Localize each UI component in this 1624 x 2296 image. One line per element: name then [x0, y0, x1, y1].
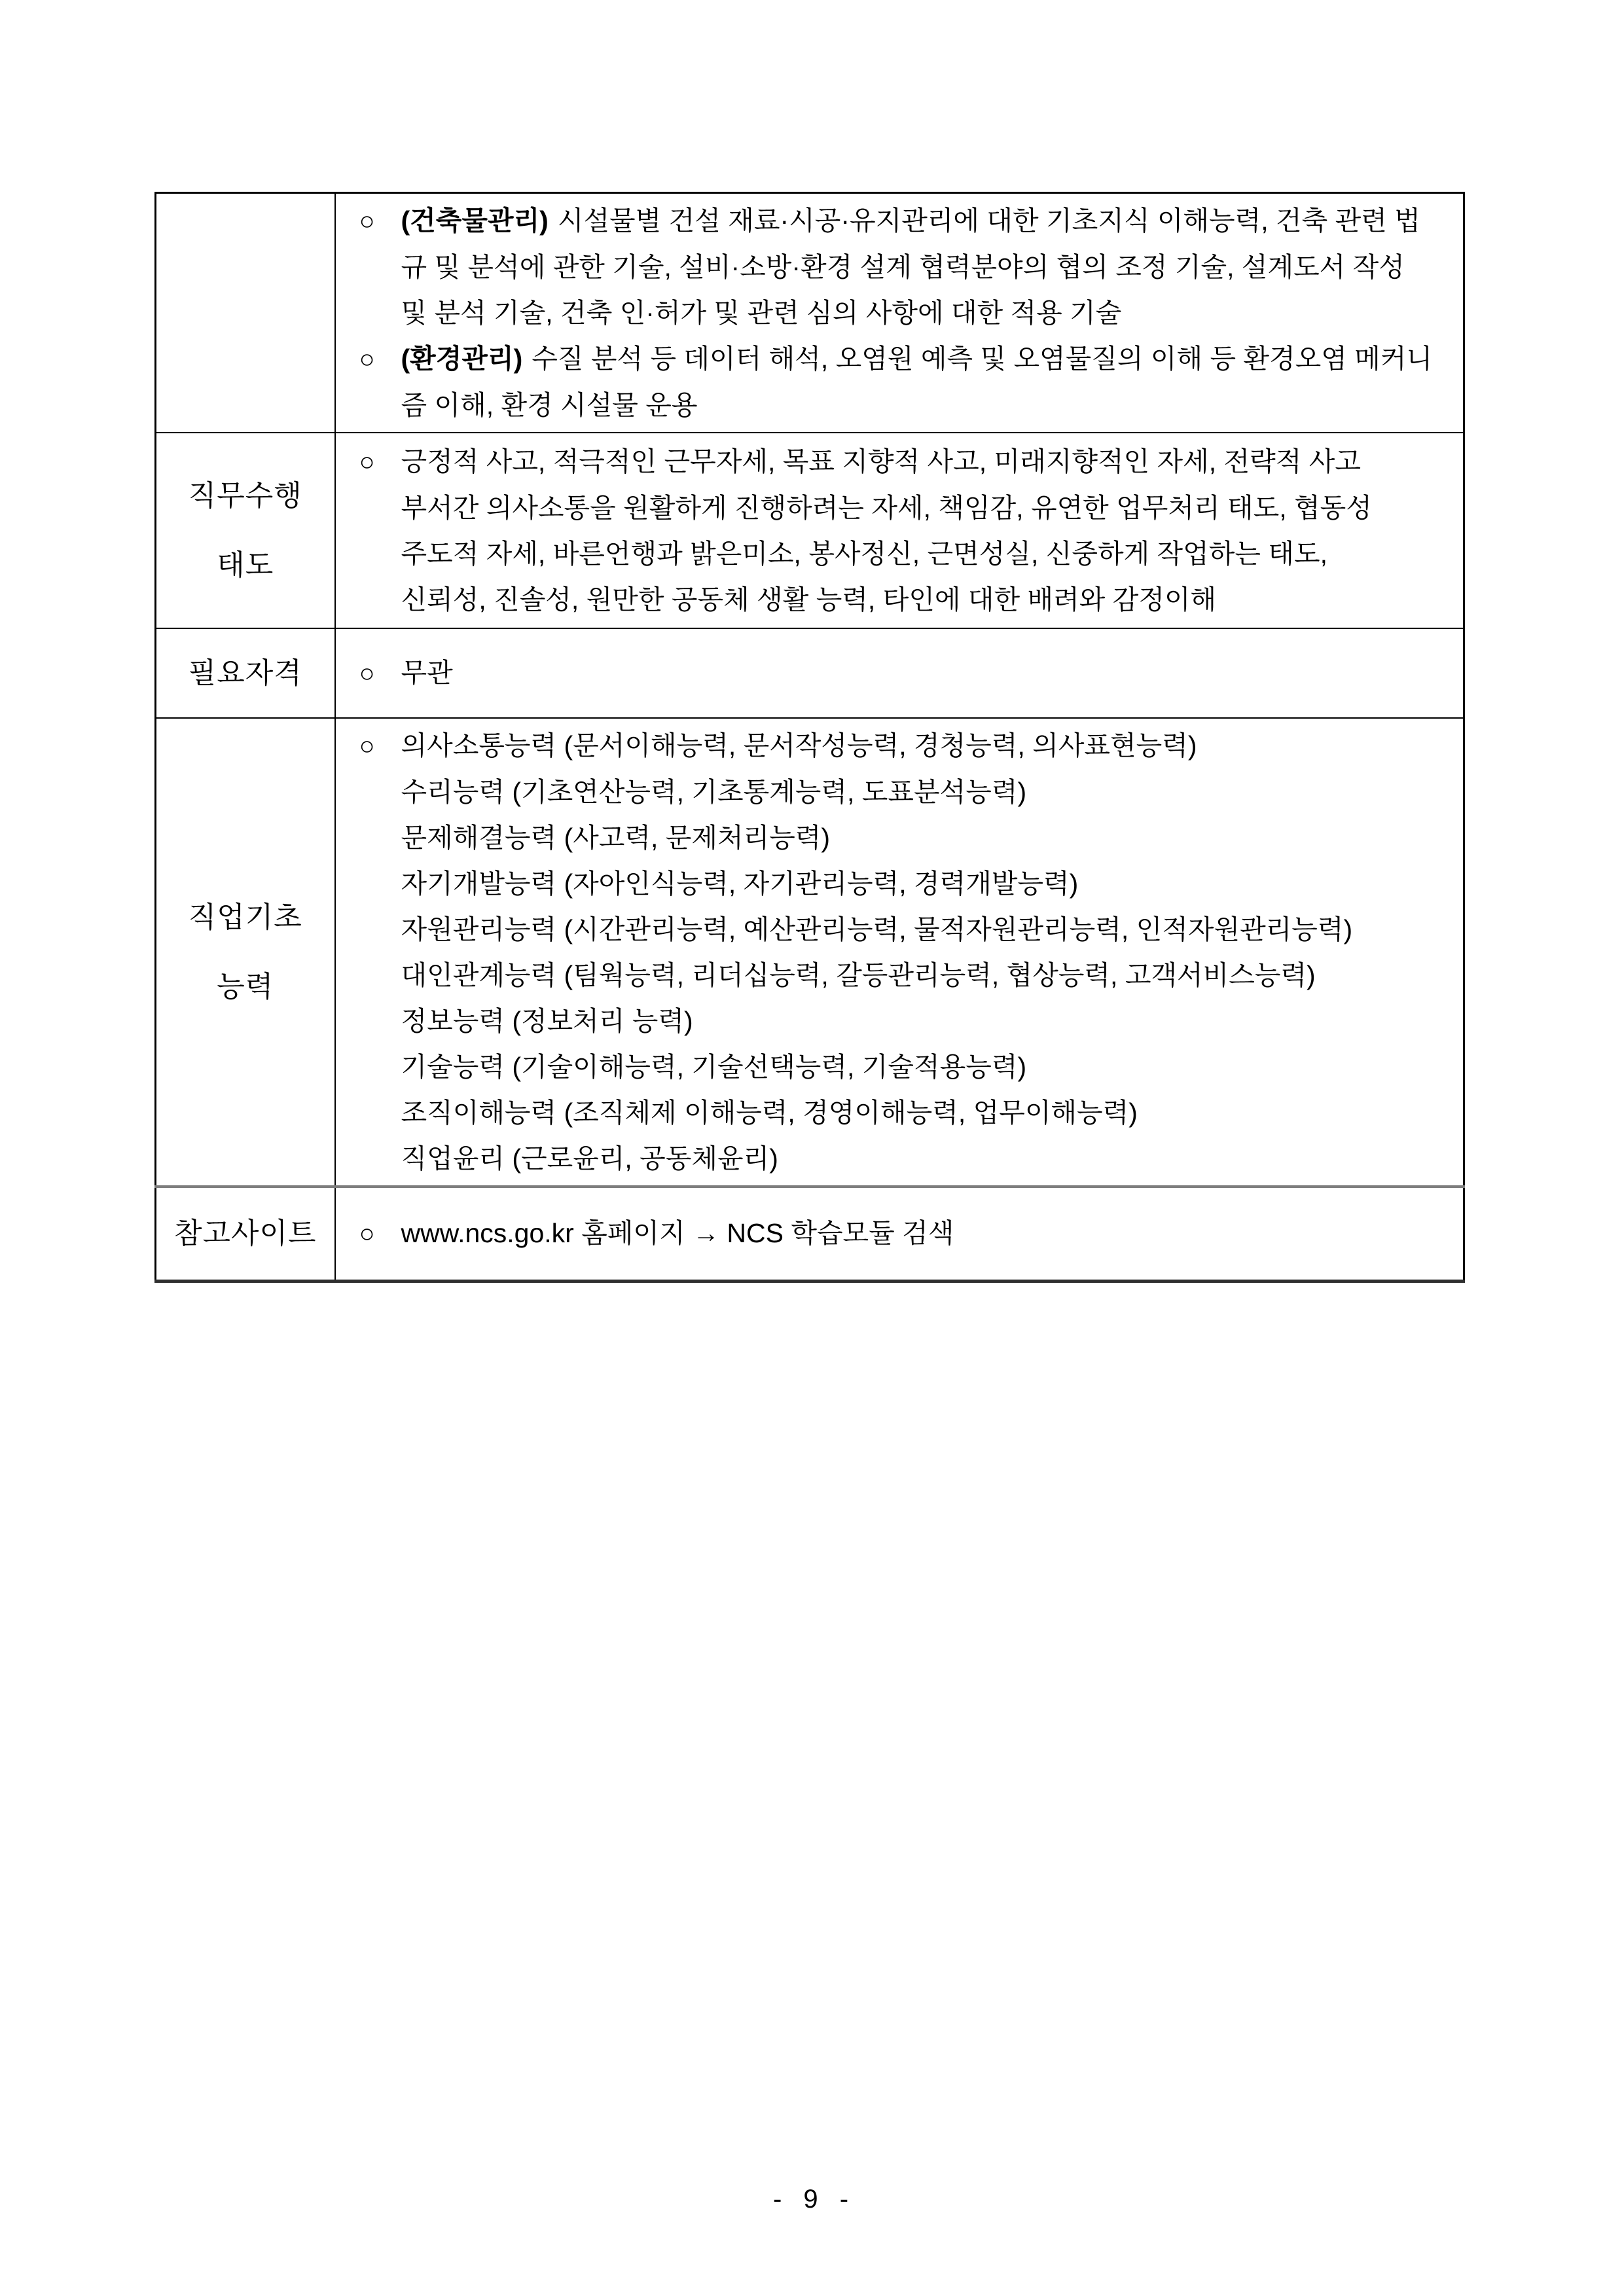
content-line — [336, 290, 1452, 336]
table-row — [156, 193, 1464, 433]
circle-bullet-icon: ○ — [359, 207, 375, 236]
row-header-line: 직업기초 — [188, 901, 302, 933]
row-content-cell — [335, 193, 1464, 433]
page-number: - 9 - — [772, 2185, 852, 2214]
content-line — [336, 952, 1452, 998]
row-header-cell — [156, 433, 335, 628]
content-line-text: 즘 이해, 환경 시설물 운용 — [401, 390, 698, 420]
row-header-cell — [156, 1187, 335, 1281]
content-line — [336, 244, 1452, 290]
content-line-text: 긍정적 사고, 적극적인 근무자세, 목표 지향적 사고, 미래지향적인 자세, 전략적 사고 — [401, 446, 1361, 476]
content-line-text: 정보능력 (정보처리 능력) — [401, 1006, 693, 1036]
row-header-line: 능력 — [217, 970, 274, 1003]
content-line-bold-label: (환경관리) — [401, 344, 523, 374]
row-content — [336, 435, 1464, 626]
content-line-text: www.ncs.go.kr 홈페이지 → NCS 학습모듈 검색 — [401, 1218, 954, 1249]
content-line-text: 및 분석 기술, 건축 인·허가 및 관련 심의 사항에 대한 적용 기술 — [401, 298, 1122, 328]
circle-bullet-icon: ○ — [359, 448, 375, 476]
table-row — [156, 628, 1464, 718]
circle-bullet-icon: ○ — [359, 1219, 375, 1249]
content-line — [336, 577, 1452, 622]
row-header-line: 참고사이트 — [173, 1217, 317, 1249]
row-content — [336, 194, 1464, 432]
circle-bullet-icon: ○ — [359, 345, 375, 374]
row-header-cell — [156, 193, 335, 433]
content-line-text: 대인관계능력 (팀웍능력, 리더십능력, 갈등관리능력, 협상능력, 고객서비스능력) — [401, 960, 1316, 990]
table-row — [156, 1187, 1464, 1281]
content-line — [336, 1210, 1452, 1257]
content-line-text: 주도적 자세, 바른언행과 밝은미소, 봉사정신, 근면성실, 신중하게 작업하는 태도, — [401, 539, 1327, 569]
circle-bullet-icon: ○ — [359, 659, 375, 688]
content-line-text: 기술능력 (기술이해능력, 기술선택능력, 기술적용능력) — [401, 1052, 1027, 1082]
row-content-cell — [335, 1187, 1464, 1281]
content-line — [336, 906, 1452, 952]
content-line-text: 수리능력 (기초연산능력, 기초통계능력, 도표분석능력) — [401, 777, 1027, 807]
content-line — [336, 861, 1452, 906]
content-line — [336, 723, 1452, 769]
content-line-bold-label: (건축물관리) — [401, 206, 549, 236]
content-line-text: 무관 — [401, 658, 453, 688]
content-line-text: 부서간 의사소통을 원활하게 진행하려는 자세, 책임감, 유연한 업무처리 태도, 협동성 — [401, 493, 1372, 523]
content-line-text: 시설물별 건설 재료·시공·유지관리에 대한 기초지식 이해능력, 건축 관련 법 — [557, 206, 1420, 236]
content-line — [336, 650, 1452, 696]
row-header-line: 태도 — [217, 548, 274, 581]
row-content-cell — [335, 433, 1464, 628]
content-line — [336, 198, 1452, 244]
table-row — [156, 718, 1464, 1187]
row-header-line: 필요자격 — [188, 656, 302, 689]
content-line — [336, 1136, 1452, 1181]
content-line-text: 문제해결능력 (사고력, 문제처리능력) — [401, 823, 831, 853]
row-content — [336, 646, 1464, 700]
table-body — [156, 193, 1464, 1282]
content-line — [336, 1090, 1452, 1136]
content-line — [336, 485, 1452, 531]
content-line — [336, 336, 1452, 382]
content-line — [336, 769, 1452, 815]
content-line-text: 수질 분석 등 데이터 해석, 오염원 예측 및 오염물질의 이해 등 환경오염 메커니 — [532, 344, 1433, 374]
content-line-text: 신뢰성, 진솔성, 원만한 공동체 생활 능력, 타인에 대한 배려와 감정이해 — [401, 584, 1217, 615]
job-spec-table — [154, 192, 1465, 1283]
content-line-text: 의사소통능력 (문서이해능력, 문서작성능력, 경청능력, 의사표현능력) — [401, 730, 1197, 761]
row-content-cell — [335, 718, 1464, 1187]
content-line — [336, 382, 1452, 428]
row-header-cell — [156, 628, 335, 718]
circle-bullet-icon: ○ — [359, 732, 375, 761]
row-header-line: 직무수행 — [188, 479, 302, 512]
content-line — [336, 998, 1452, 1044]
content-line — [336, 1044, 1452, 1090]
row-content — [336, 719, 1464, 1185]
table-row — [156, 433, 1464, 628]
row-header-cell — [156, 718, 335, 1187]
content-line-text: 자기개발능력 (자아인식능력, 자기관리능력, 경력개발능력) — [401, 869, 1079, 899]
content-line — [336, 439, 1452, 485]
row-content — [336, 1206, 1464, 1261]
content-line-text: 직업윤리 (근로윤리, 공동체윤리) — [401, 1143, 778, 1174]
content-line-text: 자원관리능력 (시간관리능력, 예산관리능력, 물적자원관리능력, 인적자원관리능력) — [401, 914, 1353, 944]
content-line — [336, 531, 1452, 577]
content-line-text: 규 및 분석에 관한 기술, 설비·소방·환경 설계 협력분야의 협의 조정 기술, 설계도서 작성 — [401, 252, 1405, 282]
content-line — [336, 815, 1452, 861]
content-line-text: 조직이해능력 (조직체제 이해능력, 경영이해능력, 업무이해능력) — [401, 1098, 1138, 1128]
row-content-cell — [335, 628, 1464, 718]
